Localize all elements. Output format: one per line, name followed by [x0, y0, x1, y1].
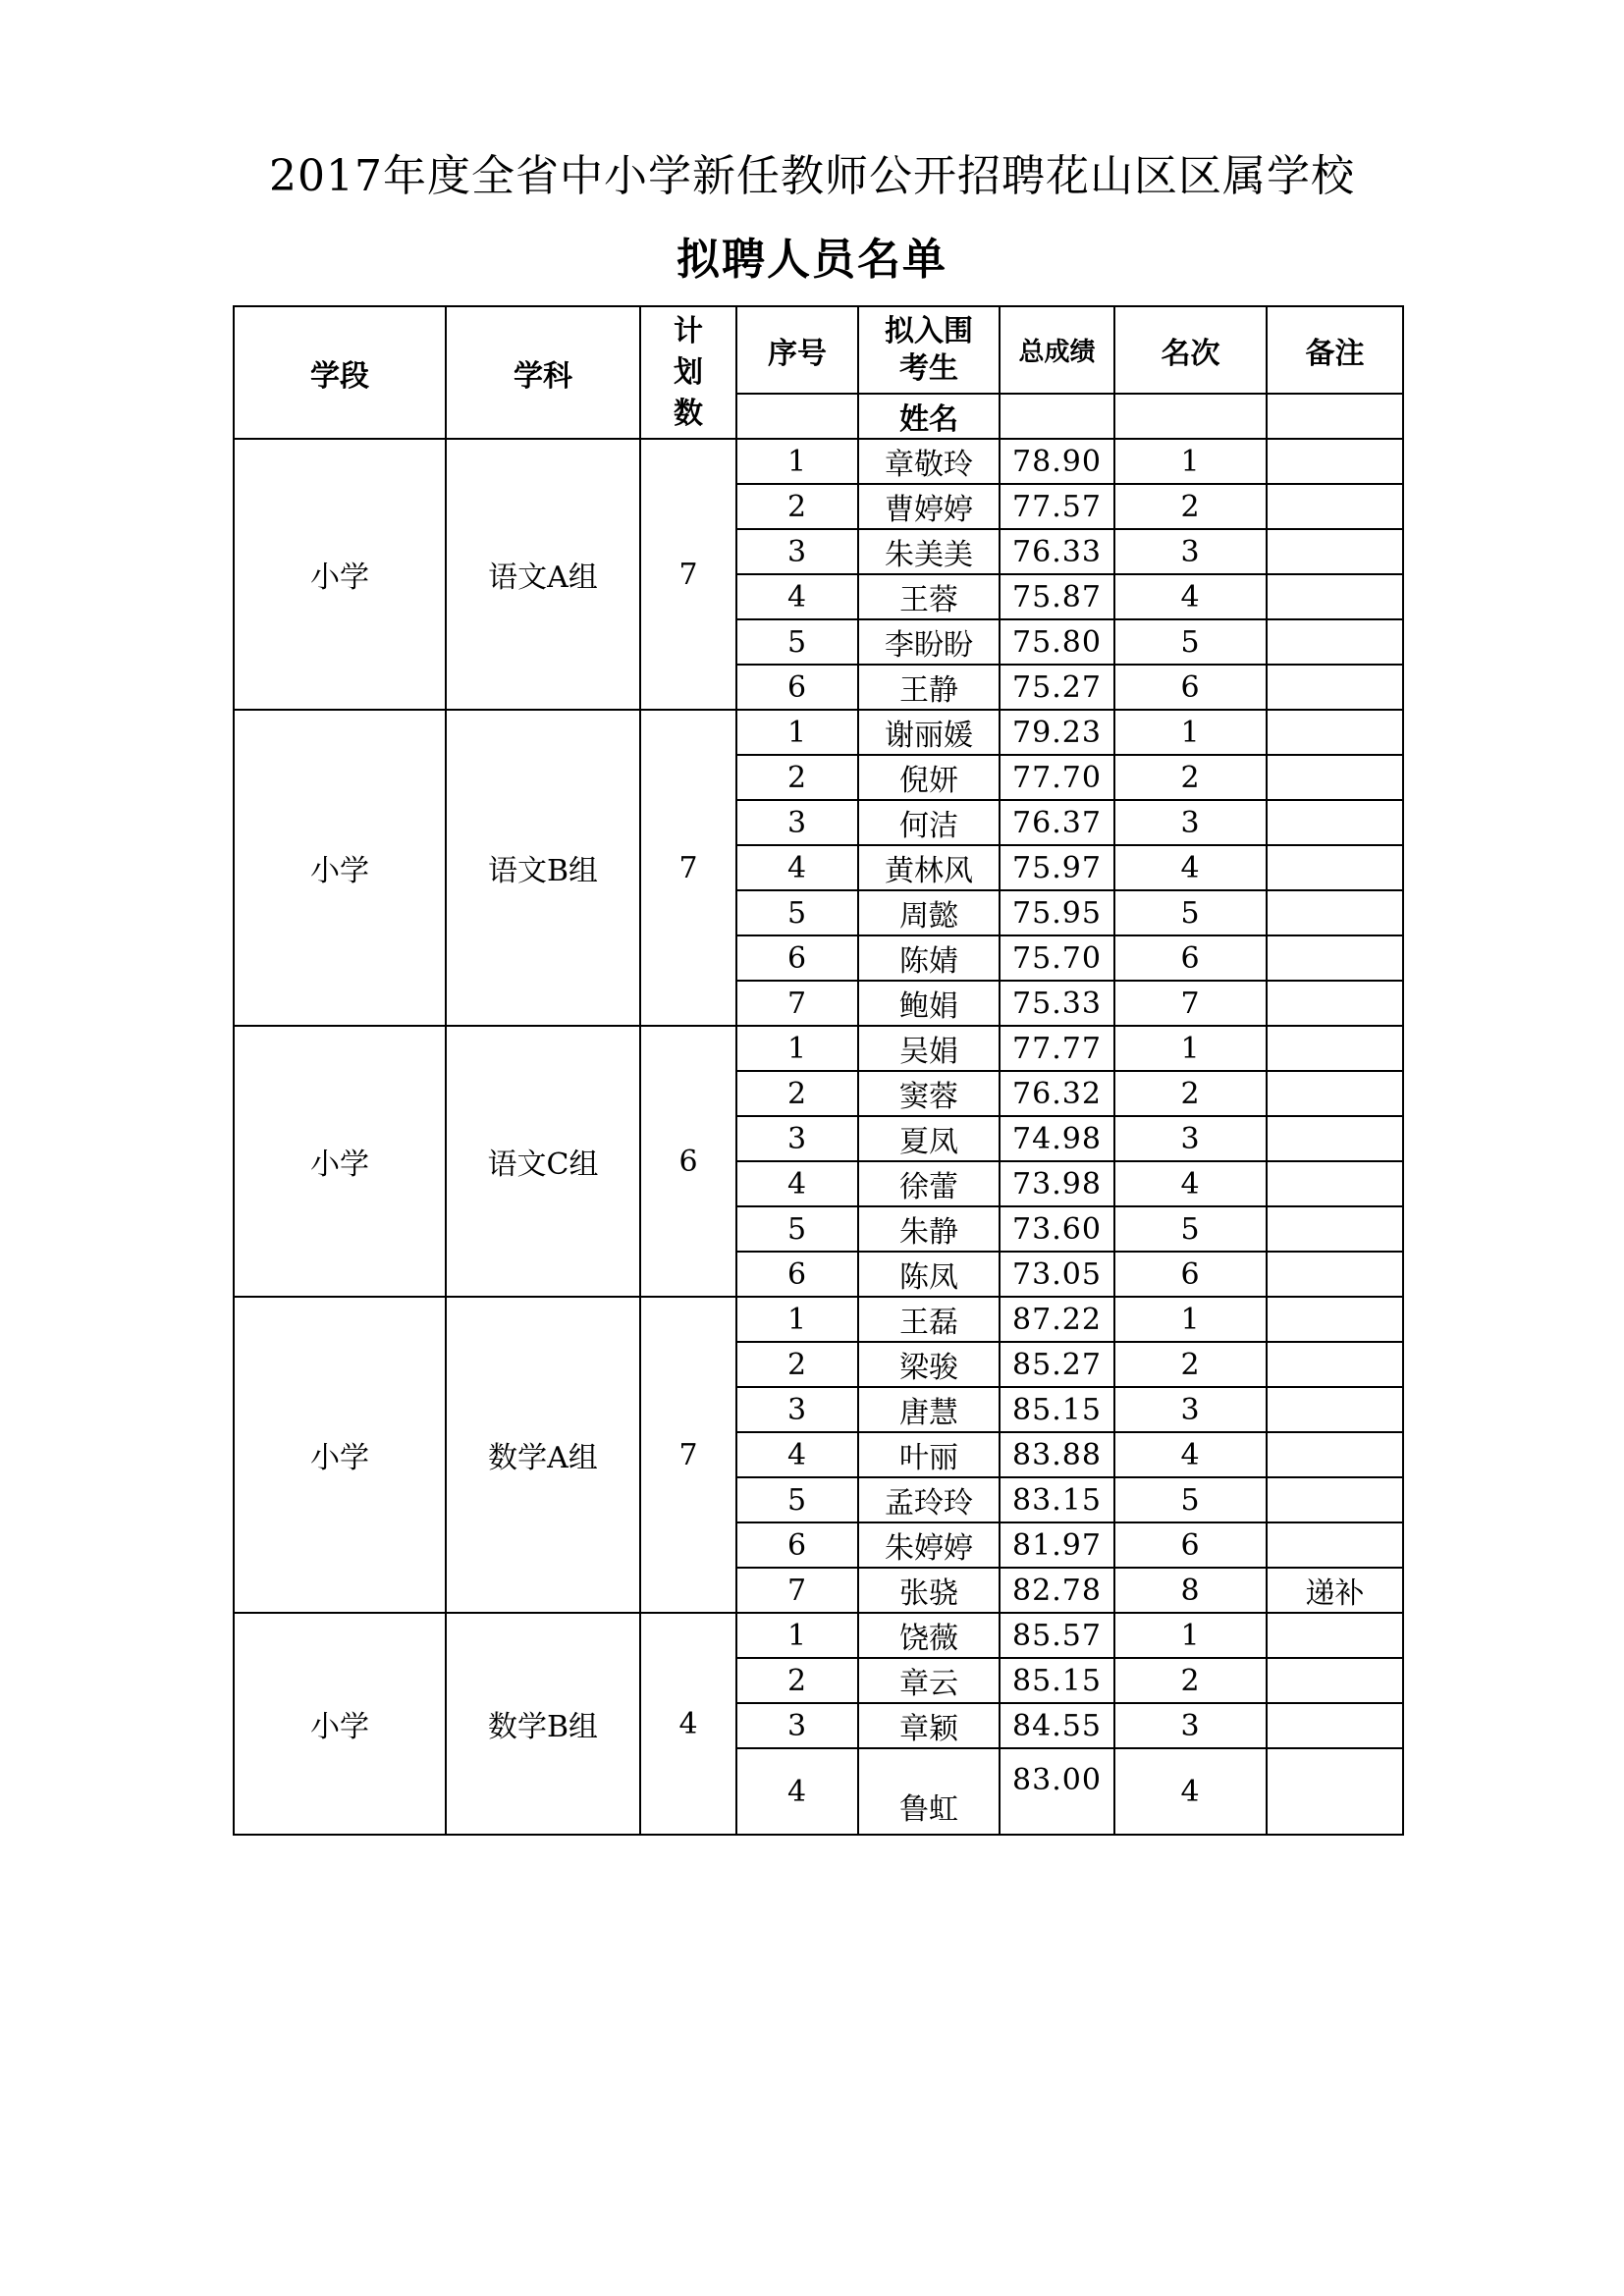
name-cell: 章颖	[858, 1703, 1000, 1748]
name-cell: 陈婧	[858, 935, 1000, 981]
stage-cell: 小学	[234, 1026, 446, 1297]
name-cell: 吴娟	[858, 1026, 1000, 1071]
seq-cell: 6	[736, 1522, 858, 1568]
score-cell: 77.57	[1000, 484, 1114, 529]
name-cell: 鲍娟	[858, 981, 1000, 1026]
stage-cell: 小学	[234, 710, 446, 1026]
header-plan	[640, 306, 736, 439]
header-candidate-line2: 考生	[899, 350, 958, 386]
name-cell: 周懿	[858, 890, 1000, 935]
name-cell: 王蓉	[858, 574, 1000, 619]
seq-cell: 2	[736, 1658, 858, 1703]
subject-cell: 数学B组	[446, 1613, 640, 1835]
seq-cell: 1	[736, 1613, 858, 1658]
name-cell: 夏凤	[858, 1116, 1000, 1161]
score-cell: 83.15	[1000, 1477, 1114, 1522]
seq-cell: 3	[736, 1703, 858, 1748]
name-cell: 饶薇	[858, 1613, 1000, 1658]
remark-cell	[1267, 1026, 1403, 1071]
name-cell: 章敬玲	[858, 439, 1000, 484]
header-score-blank	[1000, 394, 1114, 439]
table-row	[234, 439, 1403, 484]
rank-cell: 6	[1114, 1522, 1267, 1568]
rank-cell: 3	[1114, 529, 1267, 574]
plan-cell: 7	[640, 439, 736, 710]
name-cell: 倪妍	[858, 755, 1000, 800]
remark-cell	[1267, 1297, 1403, 1342]
remark-cell	[1267, 935, 1403, 981]
seq-cell: 7	[736, 981, 858, 1026]
rank-cell: 8	[1114, 1568, 1267, 1613]
plan-cell: 7	[640, 1297, 736, 1613]
remark-cell	[1267, 1748, 1403, 1835]
remark-cell	[1267, 574, 1403, 619]
remark-cell	[1267, 619, 1403, 665]
rank-cell: 4	[1114, 574, 1267, 619]
seq-cell: 6	[736, 665, 858, 710]
seq-cell: 3	[736, 529, 858, 574]
score-cell: 75.80	[1000, 619, 1114, 665]
name-cell: 唐慧	[858, 1387, 1000, 1432]
seq-cell: 2	[736, 1071, 858, 1116]
seq-cell: 3	[736, 1387, 858, 1432]
remark-cell	[1267, 1432, 1403, 1477]
stage-cell: 小学	[234, 1613, 446, 1835]
name-cell: 黄林风	[858, 845, 1000, 890]
plan-cell: 7	[640, 710, 736, 1026]
subject-cell: 语文B组	[446, 710, 640, 1026]
table-row	[234, 1613, 1403, 1658]
table-row	[234, 710, 1403, 755]
rank-cell: 2	[1114, 484, 1267, 529]
rank-cell: 3	[1114, 1387, 1267, 1432]
subject-cell: 语文C组	[446, 1026, 640, 1297]
rank-cell: 1	[1114, 1026, 1267, 1071]
header-seq: 序号	[736, 306, 858, 394]
name-cell: 叶丽	[858, 1432, 1000, 1477]
name-cell: 张骁	[858, 1568, 1000, 1613]
remark-cell	[1267, 439, 1403, 484]
name-cell: 王磊	[858, 1297, 1000, 1342]
rank-cell: 3	[1114, 1703, 1267, 1748]
seq-cell: 6	[736, 1252, 858, 1297]
remark-cell	[1267, 755, 1403, 800]
stage-cell: 小学	[234, 439, 446, 710]
remark-cell	[1267, 665, 1403, 710]
plan-cell: 4	[640, 1613, 736, 1835]
header-plan-char-3: 数	[674, 396, 703, 431]
rank-cell: 1	[1114, 439, 1267, 484]
name-cell: 陈凤	[858, 1252, 1000, 1297]
seq-cell: 3	[736, 1116, 858, 1161]
name-cell: 朱美美	[858, 529, 1000, 574]
remark-cell	[1267, 1522, 1403, 1568]
rank-cell: 5	[1114, 890, 1267, 935]
score-cell: 75.95	[1000, 890, 1114, 935]
remark-cell	[1267, 1252, 1403, 1297]
rank-cell: 4	[1114, 1161, 1267, 1206]
document-title-line1: 2017年度全省中小学新任教师公开招聘花山区区属学校	[269, 151, 1355, 201]
seq-cell: 4	[736, 845, 858, 890]
remark-cell	[1267, 1071, 1403, 1116]
score-cell: 76.32	[1000, 1071, 1114, 1116]
remark-cell	[1267, 1342, 1403, 1387]
plan-cell: 6	[640, 1026, 736, 1297]
score-cell: 81.97	[1000, 1522, 1114, 1568]
name-cell: 何洁	[858, 800, 1000, 845]
name-cell: 鲁虹	[858, 1748, 1000, 1835]
name-cell: 梁骏	[858, 1342, 1000, 1387]
remark-cell	[1267, 1206, 1403, 1252]
rank-cell: 6	[1114, 1252, 1267, 1297]
rank-cell: 2	[1114, 755, 1267, 800]
score-cell: 87.22	[1000, 1297, 1114, 1342]
seq-cell: 1	[736, 710, 858, 755]
name-cell: 曹婷婷	[858, 484, 1000, 529]
rank-cell: 1	[1114, 710, 1267, 755]
seq-cell: 5	[736, 890, 858, 935]
remark-cell	[1267, 484, 1403, 529]
stage-cell: 小学	[234, 1297, 446, 1613]
header-candidate-name: 姓名	[858, 394, 1000, 439]
rank-cell: 1	[1114, 1297, 1267, 1342]
seq-cell: 4	[736, 1432, 858, 1477]
score-cell: 79.23	[1000, 710, 1114, 755]
name-cell: 朱静	[858, 1206, 1000, 1252]
subject-cell: 语文A组	[446, 439, 640, 710]
remark-cell	[1267, 710, 1403, 755]
remark-cell	[1267, 1477, 1403, 1522]
rank-cell: 5	[1114, 1477, 1267, 1522]
header-candidate-top	[858, 306, 1000, 394]
seq-cell: 4	[736, 1748, 858, 1835]
rank-cell: 3	[1114, 1116, 1267, 1161]
score-cell: 73.60	[1000, 1206, 1114, 1252]
seq-cell: 1	[736, 1026, 858, 1071]
score-cell: 82.78	[1000, 1568, 1114, 1613]
name-cell: 徐蕾	[858, 1161, 1000, 1206]
score-cell: 75.87	[1000, 574, 1114, 619]
name-cell: 王静	[858, 665, 1000, 710]
header-rank-blank	[1114, 394, 1267, 439]
score-cell: 77.70	[1000, 755, 1114, 800]
score-cell: 73.05	[1000, 1252, 1114, 1297]
score-cell: 74.98	[1000, 1116, 1114, 1161]
document-title-line2: 拟聘人员名单	[677, 235, 947, 285]
score-cell: 73.98	[1000, 1161, 1114, 1206]
seq-cell: 7	[736, 1568, 858, 1613]
remark-cell	[1267, 1161, 1403, 1206]
score-cell: 85.15	[1000, 1387, 1114, 1432]
score-cell: 75.33	[1000, 981, 1114, 1026]
remark-cell	[1267, 800, 1403, 845]
score-cell: 75.70	[1000, 935, 1114, 981]
seq-cell: 5	[736, 1206, 858, 1252]
seq-cell: 4	[736, 1161, 858, 1206]
remark-cell	[1267, 1658, 1403, 1703]
score-cell: 78.90	[1000, 439, 1114, 484]
rank-cell: 4	[1114, 1432, 1267, 1477]
rank-cell: 5	[1114, 619, 1267, 665]
header-plan-char-1: 计	[674, 313, 703, 348]
rank-cell: 1	[1114, 1613, 1267, 1658]
header-remark-blank	[1267, 394, 1403, 439]
score-cell: 77.77	[1000, 1026, 1114, 1071]
seq-cell: 5	[736, 1477, 858, 1522]
roster-table	[233, 305, 1404, 1836]
header-plan-char-2: 划	[674, 354, 703, 390]
rank-cell: 2	[1114, 1658, 1267, 1703]
score-cell: 75.97	[1000, 845, 1114, 890]
rank-cell: 4	[1114, 1748, 1267, 1835]
roster-body	[234, 306, 1403, 1835]
score-cell: 85.15	[1000, 1658, 1114, 1703]
name-cell: 窦蓉	[858, 1071, 1000, 1116]
remark-cell	[1267, 1613, 1403, 1658]
seq-cell: 3	[736, 800, 858, 845]
score-cell: 85.57	[1000, 1613, 1114, 1658]
header-score: 总成绩	[1000, 306, 1114, 394]
remark-cell	[1267, 890, 1403, 935]
seq-cell: 5	[736, 619, 858, 665]
name-cell: 谢丽媛	[858, 710, 1000, 755]
score-cell: 85.27	[1000, 1342, 1114, 1387]
seq-cell: 2	[736, 484, 858, 529]
seq-cell: 4	[736, 574, 858, 619]
header-subject: 学科	[446, 306, 640, 439]
header-row-top	[234, 306, 1403, 394]
remark-cell	[1267, 1387, 1403, 1432]
remark-cell	[1267, 529, 1403, 574]
score-cell: 76.33	[1000, 529, 1114, 574]
score-cell: 76.37	[1000, 800, 1114, 845]
subject-cell: 数学A组	[446, 1297, 640, 1613]
remark-cell	[1267, 845, 1403, 890]
name-cell: 章云	[858, 1658, 1000, 1703]
table-row	[234, 1297, 1403, 1342]
remark-cell	[1267, 1703, 1403, 1748]
seq-cell: 2	[736, 755, 858, 800]
seq-cell: 6	[736, 935, 858, 981]
name-cell: 朱婷婷	[858, 1522, 1000, 1568]
remark-cell	[1267, 981, 1403, 1026]
remark-cell: 递补	[1267, 1568, 1403, 1613]
rank-cell: 2	[1114, 1342, 1267, 1387]
rank-cell: 4	[1114, 845, 1267, 890]
table-row	[234, 1026, 1403, 1071]
rank-cell: 6	[1114, 935, 1267, 981]
rank-cell: 2	[1114, 1071, 1267, 1116]
header-remark: 备注	[1267, 306, 1403, 394]
score-cell: 83.00	[1000, 1748, 1114, 1835]
score-cell: 75.27	[1000, 665, 1114, 710]
seq-cell: 1	[736, 439, 858, 484]
header-stage: 学段	[234, 306, 446, 439]
header-seq-blank	[736, 394, 858, 439]
remark-cell	[1267, 1116, 1403, 1161]
score-cell: 84.55	[1000, 1703, 1114, 1748]
name-cell: 孟玲玲	[858, 1477, 1000, 1522]
rank-cell: 3	[1114, 800, 1267, 845]
rank-cell: 5	[1114, 1206, 1267, 1252]
header-candidate-line1: 拟入围	[885, 313, 973, 348]
seq-cell: 1	[736, 1297, 858, 1342]
rank-cell: 6	[1114, 665, 1267, 710]
rank-cell: 7	[1114, 981, 1267, 1026]
header-rank: 名次	[1114, 306, 1267, 394]
score-cell: 83.88	[1000, 1432, 1114, 1477]
name-cell: 李盼盼	[858, 619, 1000, 665]
seq-cell: 2	[736, 1342, 858, 1387]
